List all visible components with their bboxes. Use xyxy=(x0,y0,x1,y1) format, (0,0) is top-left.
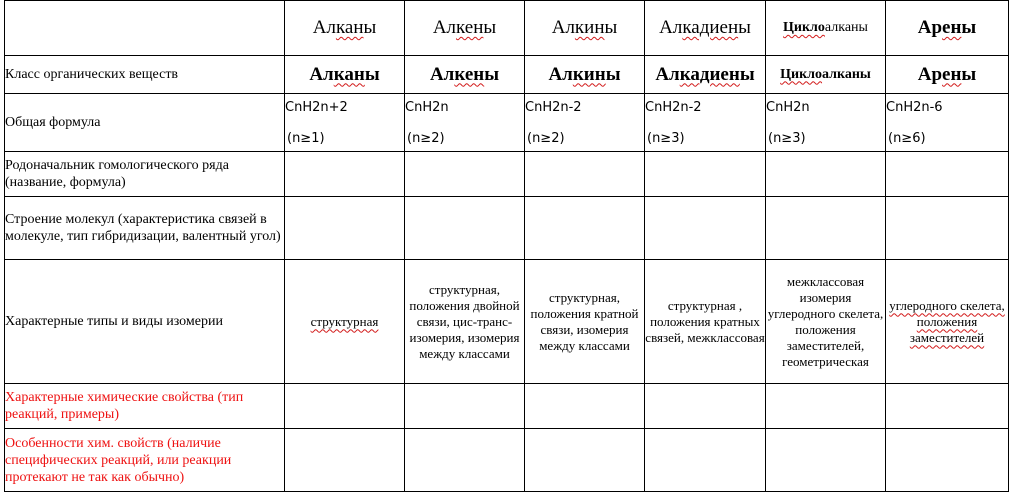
chem-props-cell-alkanes[interactable] xyxy=(285,384,405,429)
header-text: ы xyxy=(738,17,751,38)
formula-condition: (n≥1) xyxy=(287,130,325,146)
structure-cell-cycloalkanes[interactable] xyxy=(766,197,886,260)
isomerism-cell-arenes[interactable] xyxy=(886,260,1009,384)
isomerism-cell-alkanes[interactable] xyxy=(285,260,405,384)
formula-condition: (n≥3) xyxy=(647,130,685,146)
class-cell-alkynes xyxy=(525,56,645,94)
header-text-underlined: кан xyxy=(335,17,364,38)
formula-condition: (n≥6) xyxy=(888,130,926,146)
header-cell-alkadienes xyxy=(645,1,766,56)
row-label-chem-props: Характерные химические свойства (тип реакций, примеры) xyxy=(5,384,285,429)
chem-features-cell-alkanes[interactable] xyxy=(285,429,405,492)
row-chem-features xyxy=(5,429,1009,492)
header-text-underlined: Цикло xyxy=(783,20,825,35)
structure-cell-alkadienes[interactable] xyxy=(645,197,766,260)
class-text: Ар xyxy=(917,63,943,85)
row-class xyxy=(5,56,1009,94)
formula-condition: (n≥2) xyxy=(527,130,565,146)
header-text: Ал xyxy=(659,17,683,38)
progenitor-cell-cycloalkanes[interactable] xyxy=(766,152,886,197)
header-cell-alkenes xyxy=(405,1,525,56)
class-text-underlined: кан xyxy=(333,63,365,85)
header-text: Ал xyxy=(312,17,336,38)
header-text: ы xyxy=(961,17,977,38)
class-text-underlined: ен xyxy=(942,63,962,85)
class-text: Ал xyxy=(655,63,680,85)
row-label-isomerism: Характерные типы и виды изомерии xyxy=(5,260,285,384)
progenitor-cell-alkanes[interactable] xyxy=(285,152,405,197)
isomerism-text: структурная , положения кратных связей, межклассовая xyxy=(645,297,765,345)
class-text: ы xyxy=(605,63,621,85)
header-text: Ар xyxy=(917,17,943,38)
isomerism-text: структурная, положения двойной связи, цис-транс-изомерия, изомерия между классами xyxy=(409,281,520,361)
row-label-formula: Общая формула xyxy=(5,94,285,152)
isomerism-text: структурная, положения кратной связи, изомерия между классами xyxy=(530,289,639,353)
row-chem-props xyxy=(5,384,1009,429)
isomerism-text: углеродного скелета, положения заместителей xyxy=(889,297,1005,345)
header-cell-arenes xyxy=(886,1,1009,56)
header-cell-cycloalkanes xyxy=(766,1,886,56)
row-label-progenitor: Родоначальник гомологического ряда (название, формула) xyxy=(5,152,285,197)
formula-text: CnH2n xyxy=(405,99,449,115)
table-header-row xyxy=(5,1,1009,56)
formula-cell-alkanes xyxy=(285,94,405,152)
chem-props-cell-alkenes[interactable] xyxy=(405,384,525,429)
chem-features-cell-alkynes[interactable] xyxy=(525,429,645,492)
formula-cell-alkadienes xyxy=(645,94,766,152)
isomerism-text: межклассовая изомерия углеродного скелета, положения заместителей, геометрическая xyxy=(767,273,884,369)
isomerism-text: структурная xyxy=(310,313,379,329)
row-isomerism xyxy=(5,260,1009,384)
class-cell-alkanes xyxy=(285,56,405,94)
formula-text: CnH2n xyxy=(766,99,810,115)
progenitor-cell-arenes[interactable] xyxy=(886,152,1009,197)
formula-cell-alkenes xyxy=(405,94,525,152)
header-text: ы xyxy=(604,17,618,38)
class-text: ы xyxy=(739,63,755,85)
header-cell-alkynes xyxy=(525,1,645,56)
class-text: алканы xyxy=(822,66,871,82)
formula-text: CnH2n-2 xyxy=(525,99,582,115)
formula-cell-cycloalkanes xyxy=(766,94,886,152)
header-text: Ал xyxy=(551,17,575,38)
chem-features-cell-cycloalkanes[interactable] xyxy=(766,429,886,492)
organic-compounds-table xyxy=(4,0,1009,492)
chem-features-cell-alkadienes[interactable] xyxy=(645,429,766,492)
structure-cell-alkynes[interactable] xyxy=(525,197,645,260)
formula-text: CnH2n-6 xyxy=(886,99,943,115)
class-cell-alkadienes xyxy=(645,56,766,94)
class-text-underlined: кин xyxy=(572,63,606,85)
class-cell-alkenes xyxy=(405,56,525,94)
formula-cell-arenes xyxy=(886,94,1009,152)
isomerism-cell-alkadienes[interactable] xyxy=(645,260,766,384)
header-text-underlined: ен xyxy=(942,17,962,38)
header-text: алканы xyxy=(824,20,868,35)
row-label-class: Класс органических веществ xyxy=(5,56,285,94)
header-text-underlined: кин xyxy=(574,17,605,38)
header-text-underlined: кадиен xyxy=(682,17,739,38)
class-text-underlined: Цикло xyxy=(780,66,823,82)
row-formula xyxy=(5,94,1009,152)
header-cell-alkanes xyxy=(285,1,405,56)
structure-cell-alkenes[interactable] xyxy=(405,197,525,260)
formula-text: CnH2n+2 xyxy=(285,99,348,115)
header-text: ы xyxy=(483,17,497,38)
progenitor-cell-alkadienes[interactable] xyxy=(645,152,766,197)
chem-props-cell-cycloalkanes[interactable] xyxy=(766,384,886,429)
class-cell-cycloalkanes xyxy=(766,56,886,94)
chem-props-cell-alkynes[interactable] xyxy=(525,384,645,429)
progenitor-cell-alkenes[interactable] xyxy=(405,152,525,197)
isomerism-cell-alkynes[interactable] xyxy=(525,260,645,384)
isomerism-cell-cycloalkanes[interactable] xyxy=(766,260,886,384)
class-text: ы xyxy=(484,63,500,85)
header-corner-cell xyxy=(5,1,285,56)
class-cell-arenes xyxy=(886,56,1009,94)
chem-features-cell-alkenes[interactable] xyxy=(405,429,525,492)
class-text: Ал xyxy=(429,63,455,85)
progenitor-cell-alkynes[interactable] xyxy=(525,152,645,197)
isomerism-cell-alkenes[interactable] xyxy=(405,260,525,384)
header-text: ы xyxy=(363,17,377,38)
row-label-chem-features: Особенности хим. свойств (наличие специфических реакций, или реакции протекают не так как обычно) xyxy=(5,429,285,492)
formula-condition: (n≥2) xyxy=(407,130,445,146)
row-label-structure: Строение молекул (характеристика связей в молекуле, тип гибридизации, валентный угол) xyxy=(5,197,285,260)
row-progenitor xyxy=(5,152,1009,197)
class-text-underlined: кен xyxy=(454,63,485,85)
formula-condition: (n≥3) xyxy=(768,130,806,146)
formula-cell-alkynes xyxy=(525,94,645,152)
class-text: ы xyxy=(961,63,977,85)
class-text: Ал xyxy=(548,63,573,85)
structure-cell-alkanes[interactable] xyxy=(285,197,405,260)
class-text: Ал xyxy=(309,63,334,85)
chem-features-cell-arenes[interactable] xyxy=(886,429,1009,492)
header-text: Ал xyxy=(432,17,457,38)
chem-props-cell-alkadienes[interactable] xyxy=(645,384,766,429)
class-text: ы xyxy=(364,63,380,85)
structure-cell-arenes[interactable] xyxy=(886,197,1009,260)
class-text-underlined: кадиен xyxy=(679,63,740,85)
formula-text: CnH2n-2 xyxy=(645,99,702,115)
header-text-underlined: кен xyxy=(456,17,484,38)
chem-props-cell-arenes[interactable] xyxy=(886,384,1009,429)
row-structure xyxy=(5,197,1009,260)
